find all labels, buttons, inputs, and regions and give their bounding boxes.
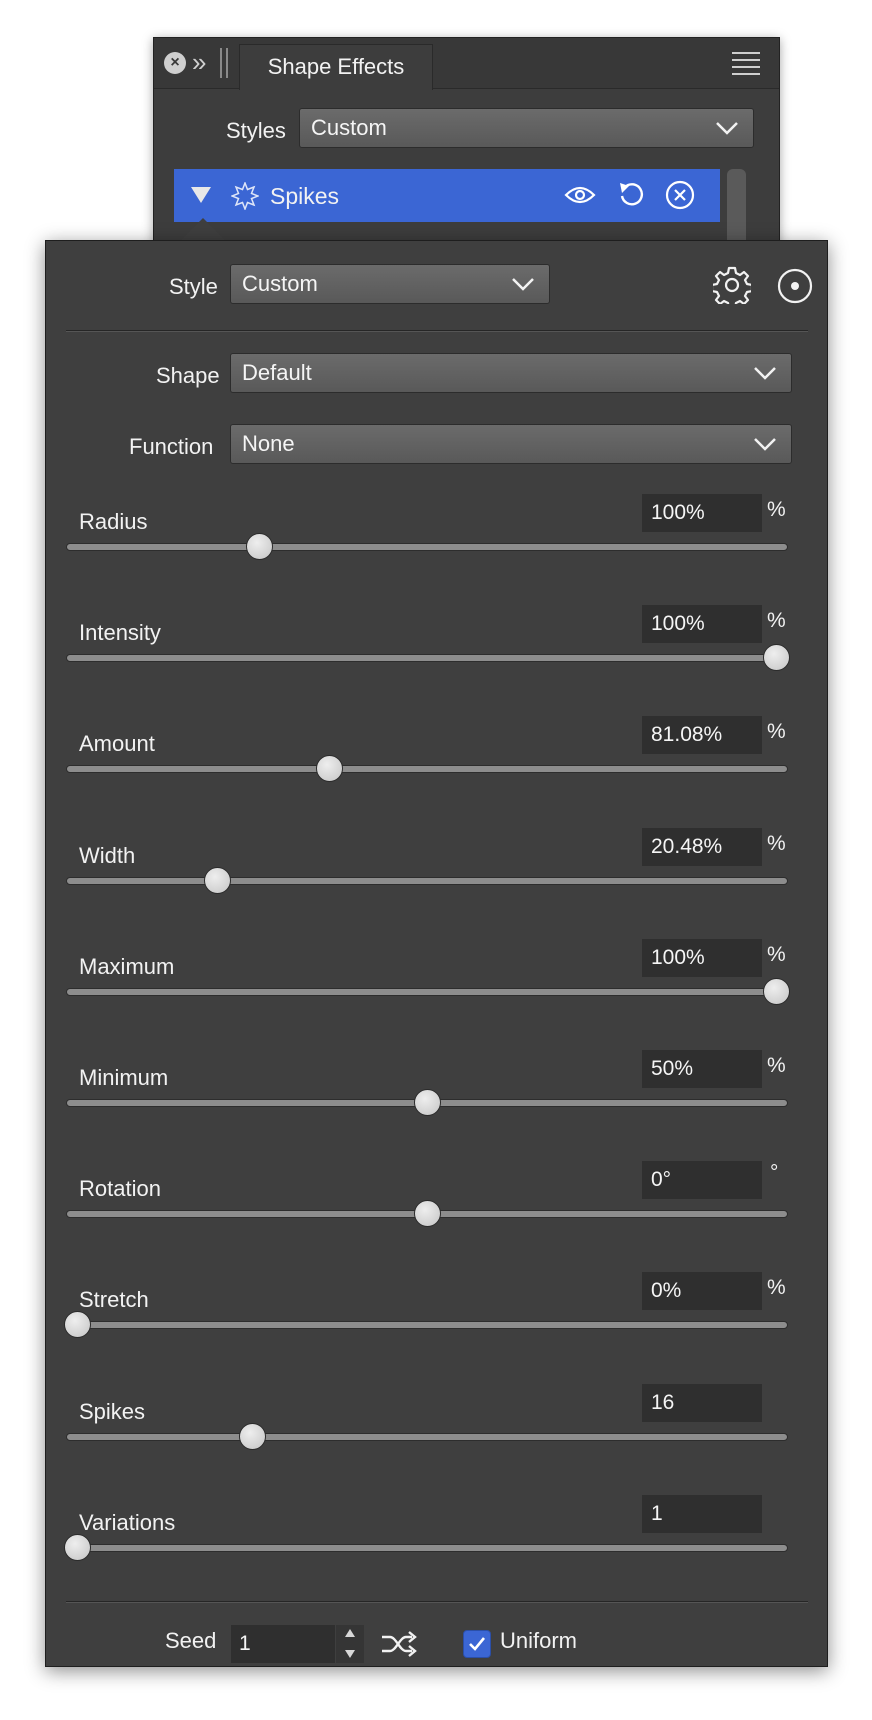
divider xyxy=(66,1601,808,1603)
slider-label: Spikes xyxy=(79,1399,146,1424)
slider-row xyxy=(46,1054,827,1132)
uniform-label: Uniform xyxy=(500,1628,578,1653)
slider-knob[interactable] xyxy=(763,978,790,1005)
disclosure-triangle-icon[interactable] xyxy=(190,185,212,205)
shape-dropdown-value: Default xyxy=(242,360,312,385)
effect-name: Spikes xyxy=(270,183,340,209)
tab-shape-effects[interactable]: Shape Effects xyxy=(239,44,433,90)
style-label: Style xyxy=(169,274,218,299)
slider-knob[interactable] xyxy=(414,1089,441,1116)
slider-unit: % xyxy=(767,498,786,521)
slider-track[interactable] xyxy=(66,877,788,885)
slider-label: Amount xyxy=(79,731,155,756)
style-dropdown-value: Custom xyxy=(242,271,318,296)
close-icon[interactable]: × xyxy=(164,52,186,74)
slider-label: Variations xyxy=(79,1510,176,1535)
increment-icon[interactable] xyxy=(344,1628,356,1638)
shape-effects-panel xyxy=(153,37,780,269)
slider-track[interactable] xyxy=(66,543,788,551)
seed-label: Seed xyxy=(165,1628,217,1653)
slider-row xyxy=(46,720,827,798)
slider-label: Width xyxy=(79,843,136,868)
function-label: Function xyxy=(129,434,214,459)
slider-value-input[interactable]: 50% xyxy=(642,1050,762,1088)
slider-track[interactable] xyxy=(66,654,788,662)
slider-knob[interactable] xyxy=(316,755,343,782)
slider-track[interactable] xyxy=(66,1321,788,1329)
slider-track[interactable] xyxy=(66,988,788,996)
seed-stepper[interactable] xyxy=(336,1625,364,1663)
slider-value-input[interactable]: 1 xyxy=(642,1495,762,1533)
eye-icon[interactable] xyxy=(564,183,596,207)
slider-value-input[interactable]: 0% xyxy=(642,1272,762,1310)
slider-row xyxy=(46,1161,827,1243)
styles-dropdown[interactable] xyxy=(299,108,754,148)
slider-row xyxy=(46,1502,827,1577)
slider-row xyxy=(46,943,827,1021)
slider-knob[interactable] xyxy=(239,1423,266,1450)
slider-unit: ° xyxy=(770,1161,779,1184)
slider-row xyxy=(46,498,827,576)
slider-label: Minimum xyxy=(79,1065,169,1090)
slider-list xyxy=(46,241,827,1641)
slider-label: Radius xyxy=(79,509,148,534)
slider-knob[interactable] xyxy=(246,533,273,560)
slider-track[interactable] xyxy=(66,1433,788,1441)
slider-knob[interactable] xyxy=(204,867,231,894)
popover-arrow xyxy=(180,218,226,241)
slider-value-input[interactable]: 100% xyxy=(642,605,762,643)
seed-input[interactable]: 1 xyxy=(231,1625,335,1663)
collapse-panel-icon[interactable]: » xyxy=(192,47,207,77)
slider-label: Maximum xyxy=(79,954,175,979)
slider-track[interactable] xyxy=(66,765,788,773)
slider-value-input[interactable]: 0° xyxy=(642,1161,762,1199)
slider-value-input[interactable]: 100% xyxy=(642,494,762,532)
remove-effect-icon[interactable] xyxy=(665,180,695,210)
slider-row xyxy=(46,1391,827,1466)
slider-unit: % xyxy=(767,1276,786,1299)
slider-unit: % xyxy=(767,609,786,632)
checkmark-icon xyxy=(468,1636,486,1652)
panel-header xyxy=(154,38,779,89)
shuffle-icon[interactable] xyxy=(380,1630,418,1658)
slider-unit: % xyxy=(767,943,786,966)
slider-value-input[interactable]: 100% xyxy=(642,939,762,977)
slider-value-input[interactable]: 16 xyxy=(642,1384,762,1422)
slider-label: Rotation xyxy=(79,1176,161,1201)
styles-dropdown-value: Custom xyxy=(311,115,387,140)
uniform-checkbox[interactable] xyxy=(463,1630,491,1658)
slider-unit: % xyxy=(767,1054,786,1077)
styles-label: Styles xyxy=(226,118,286,143)
slider-unit: % xyxy=(767,832,786,855)
panel-menu-icon[interactable] xyxy=(732,51,760,77)
slider-label: Intensity xyxy=(79,620,161,645)
slider-knob[interactable] xyxy=(64,1311,91,1338)
effect-row-spikes[interactable] xyxy=(174,169,720,222)
slider-value-input[interactable]: 20.48% xyxy=(642,828,762,866)
function-dropdown-value: None xyxy=(242,431,295,456)
slider-unit: % xyxy=(767,720,786,743)
decrement-icon[interactable] xyxy=(344,1649,356,1659)
slider-row xyxy=(46,609,827,687)
slider-track[interactable] xyxy=(66,1544,788,1552)
slider-row xyxy=(46,832,827,910)
slider-knob[interactable] xyxy=(763,644,790,671)
slider-knob[interactable] xyxy=(414,1200,441,1227)
slider-row xyxy=(46,1276,827,1354)
shape-label: Shape xyxy=(156,363,220,388)
drag-handle-icon[interactable] xyxy=(220,48,228,78)
spikes-effect-icon xyxy=(231,182,259,210)
slider-label: Stretch xyxy=(79,1287,149,1312)
slider-value-input[interactable]: 81.08% xyxy=(642,716,762,754)
chevron-down-icon xyxy=(715,121,739,135)
reset-icon[interactable] xyxy=(617,181,645,209)
spikes-settings-popover xyxy=(45,240,828,1667)
slider-knob[interactable] xyxy=(64,1534,91,1561)
